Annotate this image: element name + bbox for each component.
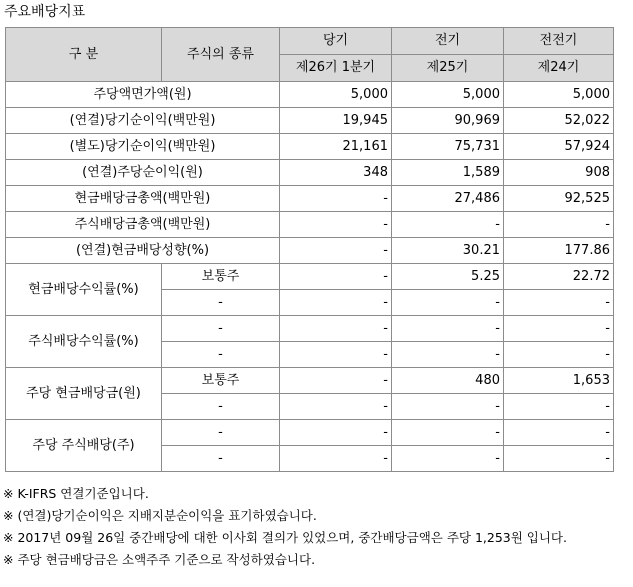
cell-value: - bbox=[392, 420, 504, 446]
header-term-before-previous: 제24기 bbox=[504, 55, 614, 82]
row-label: 주당 현금배당금(원) bbox=[6, 368, 162, 420]
cell-value: - bbox=[280, 290, 392, 316]
header-stock-type: 주식의 종류 bbox=[162, 28, 280, 82]
cell-value: - bbox=[280, 420, 392, 446]
cell-value: 90,969 bbox=[392, 108, 504, 134]
cell-value: - bbox=[504, 212, 614, 238]
cell-value: - bbox=[392, 212, 504, 238]
cell-value: 57,924 bbox=[504, 134, 614, 160]
cell-value: 5,000 bbox=[504, 82, 614, 108]
cell-value: 177.86 bbox=[504, 238, 614, 264]
row-label: (연결)주당순이익(원) bbox=[6, 160, 280, 186]
dividend-table bbox=[5, 27, 614, 472]
cell-value: - bbox=[504, 290, 614, 316]
stock-type: - bbox=[162, 316, 280, 342]
stock-type: 보통주 bbox=[162, 368, 280, 394]
cell-value: - bbox=[392, 342, 504, 368]
footnotes bbox=[3, 483, 629, 571]
footnote: ※ 2017년 09월 26일 중간배당에 대한 이사회 결의가 있었으며, 중간배당금액은 주당 1,253원 입니다. bbox=[3, 530, 567, 545]
cell-value: - bbox=[504, 420, 614, 446]
row-label: 주당액면가액(원) bbox=[6, 82, 280, 108]
cell-value: - bbox=[504, 394, 614, 420]
cell-value: 908 bbox=[504, 160, 614, 186]
cell-value: - bbox=[280, 316, 392, 342]
stock-type: - bbox=[162, 420, 280, 446]
cell-value: 52,022 bbox=[504, 108, 614, 134]
header-term-previous: 제25기 bbox=[392, 55, 504, 82]
row-label: (연결)당기순이익(백만원) bbox=[6, 108, 280, 134]
table-row bbox=[6, 264, 614, 290]
cell-value: - bbox=[280, 238, 392, 264]
cell-value: 21,161 bbox=[280, 134, 392, 160]
cell-value: - bbox=[504, 342, 614, 368]
cell-value: 30.21 bbox=[392, 238, 504, 264]
cell-value: - bbox=[280, 446, 392, 472]
cell-value: - bbox=[280, 342, 392, 368]
cell-value: - bbox=[280, 186, 392, 212]
cell-value: 480 bbox=[392, 368, 504, 394]
cell-value: 92,525 bbox=[504, 186, 614, 212]
cell-value: 1,653 bbox=[504, 368, 614, 394]
cell-value: 5,000 bbox=[392, 82, 504, 108]
footnote: ※ (연결)당기순이익은 지배지분순이익을 표기하였습니다. bbox=[3, 508, 317, 523]
header-period-before-previous: 전전기 bbox=[504, 28, 614, 55]
stock-type: - bbox=[162, 342, 280, 368]
cell-value: - bbox=[280, 264, 392, 290]
stock-type: - bbox=[162, 446, 280, 472]
row-label: 주식배당금총액(백만원) bbox=[6, 212, 280, 238]
row-label: (연결)현금배당성향(%) bbox=[6, 238, 280, 264]
table-row bbox=[6, 368, 614, 394]
cell-value: - bbox=[392, 394, 504, 420]
cell-value: 5.25 bbox=[392, 264, 504, 290]
header-period-current: 당기 bbox=[280, 28, 392, 55]
cell-value: 27,486 bbox=[392, 186, 504, 212]
header-row-periods bbox=[6, 28, 614, 55]
stock-type: - bbox=[162, 394, 280, 420]
table-row bbox=[6, 108, 614, 134]
header-category: 구 분 bbox=[6, 28, 162, 82]
header-term-current: 제26기 1분기 bbox=[280, 55, 392, 82]
row-label: 주식배당수익률(%) bbox=[6, 316, 162, 368]
cell-value: 22.72 bbox=[504, 264, 614, 290]
cell-value: 348 bbox=[280, 160, 392, 186]
page-title: 주요배당지표 bbox=[4, 4, 86, 20]
table-row bbox=[6, 160, 614, 186]
table-row bbox=[6, 82, 614, 108]
stock-type: - bbox=[162, 290, 280, 316]
cell-value: - bbox=[392, 316, 504, 342]
footnote: ※ K-IFRS 연결기준입니다. bbox=[3, 486, 149, 501]
table-row bbox=[6, 316, 614, 342]
table-row bbox=[6, 134, 614, 160]
row-label: 현금배당수익률(%) bbox=[6, 264, 162, 316]
cell-value: - bbox=[280, 212, 392, 238]
row-label: 현금배당금총액(백만원) bbox=[6, 186, 280, 212]
cell-value: - bbox=[280, 394, 392, 420]
cell-value: - bbox=[280, 368, 392, 394]
cell-value: 5,000 bbox=[280, 82, 392, 108]
row-label: (별도)당기순이익(백만원) bbox=[6, 134, 280, 160]
cell-value: - bbox=[504, 446, 614, 472]
header-period-previous: 전기 bbox=[392, 28, 504, 55]
table-row bbox=[6, 212, 614, 238]
cell-value: - bbox=[392, 290, 504, 316]
cell-value: 1,589 bbox=[392, 160, 504, 186]
footnote: ※ 주당 현금배당금은 소액주주 기준으로 작성하였습니다. bbox=[3, 552, 316, 567]
stock-type: 보통주 bbox=[162, 264, 280, 290]
cell-value: - bbox=[392, 446, 504, 472]
table-row bbox=[6, 238, 614, 264]
table-row bbox=[6, 420, 614, 446]
table-row bbox=[6, 186, 614, 212]
row-label: 주당 주식배당(주) bbox=[6, 420, 162, 472]
cell-value: 75,731 bbox=[392, 134, 504, 160]
cell-value: - bbox=[504, 316, 614, 342]
cell-value: 19,945 bbox=[280, 108, 392, 134]
